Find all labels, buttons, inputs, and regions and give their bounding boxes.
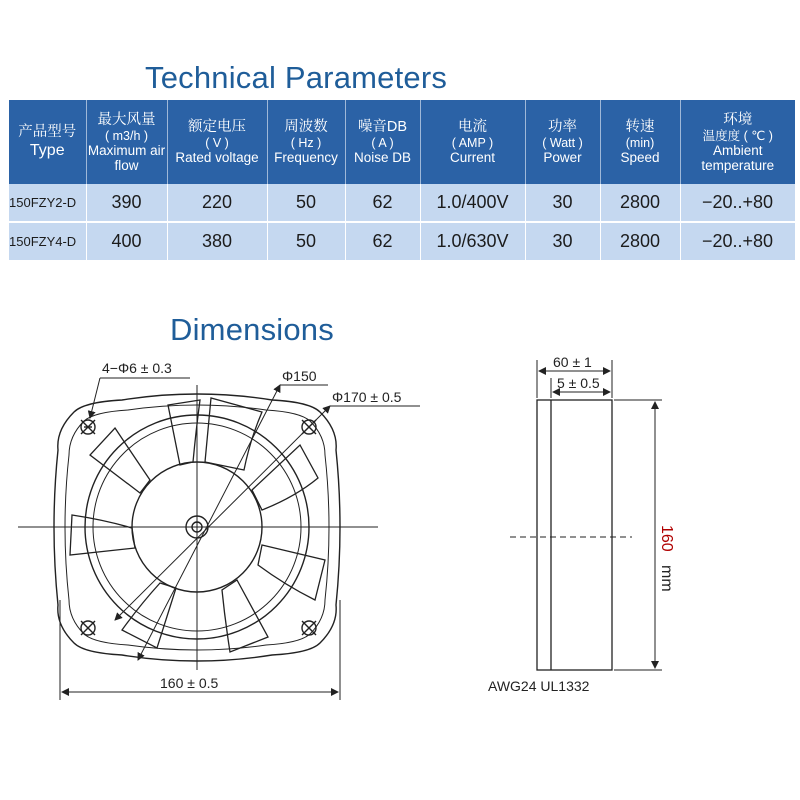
- hole-label: 4−Φ6 ± 0.3: [102, 360, 172, 376]
- height-unit: mm: [658, 565, 675, 592]
- inner-diameter-label: Φ150: [282, 368, 317, 384]
- wire-label: AWG24 UL1332: [488, 678, 590, 694]
- flange-label: 5 ± 0.5: [557, 375, 600, 391]
- cell-type: 150FZY4-D: [9, 222, 86, 260]
- cell-current: 1.0/630V: [420, 222, 525, 260]
- width-label: 160 ± 0.5: [160, 675, 219, 691]
- cell-current: 1.0/400V: [420, 184, 525, 222]
- cell-noise: 62: [345, 222, 420, 260]
- cell-noise: 62: [345, 184, 420, 222]
- technical-parameters-title: Technical Parameters: [145, 60, 448, 95]
- cell-air-flow: 400: [86, 222, 167, 260]
- cell-speed: 2800: [600, 222, 680, 260]
- fan-side-body: [537, 400, 612, 670]
- cell-voltage: 220: [167, 184, 267, 222]
- header-current: 电流 ( AMP ) Current: [420, 100, 525, 184]
- cell-power: 30: [525, 222, 600, 260]
- cell-power: 30: [525, 184, 600, 222]
- header-max-air-flow: 最大风量 ( m3/h ) Maximum air flow: [86, 100, 167, 184]
- side-view: [510, 360, 662, 670]
- cell-frequency: 50: [267, 222, 345, 260]
- mounting-hole: [81, 621, 95, 635]
- header-ambient-temperature: 环境 温度度 ( ℃ ) Ambient temperature: [680, 100, 795, 184]
- outer-diameter-label: Φ170 ± 0.5: [332, 389, 402, 405]
- cell-speed: 2800: [600, 184, 680, 222]
- mounting-hole: [302, 621, 316, 635]
- dimensions-title: Dimensions: [170, 312, 334, 347]
- header-rated-voltage: 额定电压 ( V ) Rated voltage: [167, 100, 267, 184]
- cell-temperature: −20..+80: [680, 222, 795, 260]
- height-value: 160: [658, 525, 675, 552]
- header-type: 产品型号 Type: [9, 100, 86, 184]
- header-speed: 转速 (min) Speed: [600, 100, 680, 184]
- mounting-hole: [81, 420, 95, 434]
- header-noise: 噪音DB ( A ) Noise DB: [345, 100, 420, 184]
- depth-label: 60 ± 1: [553, 354, 592, 370]
- cell-voltage: 380: [167, 222, 267, 260]
- cell-air-flow: 390: [86, 184, 167, 222]
- cell-type: 150FZY2-D: [9, 184, 86, 222]
- cell-temperature: −20..+80: [680, 184, 795, 222]
- header-frequency: 周波数 ( Hz ) Frequency: [267, 100, 345, 184]
- cell-frequency: 50: [267, 184, 345, 222]
- front-view: [18, 378, 420, 700]
- header-power: 功率 ( Watt ) Power: [525, 100, 600, 184]
